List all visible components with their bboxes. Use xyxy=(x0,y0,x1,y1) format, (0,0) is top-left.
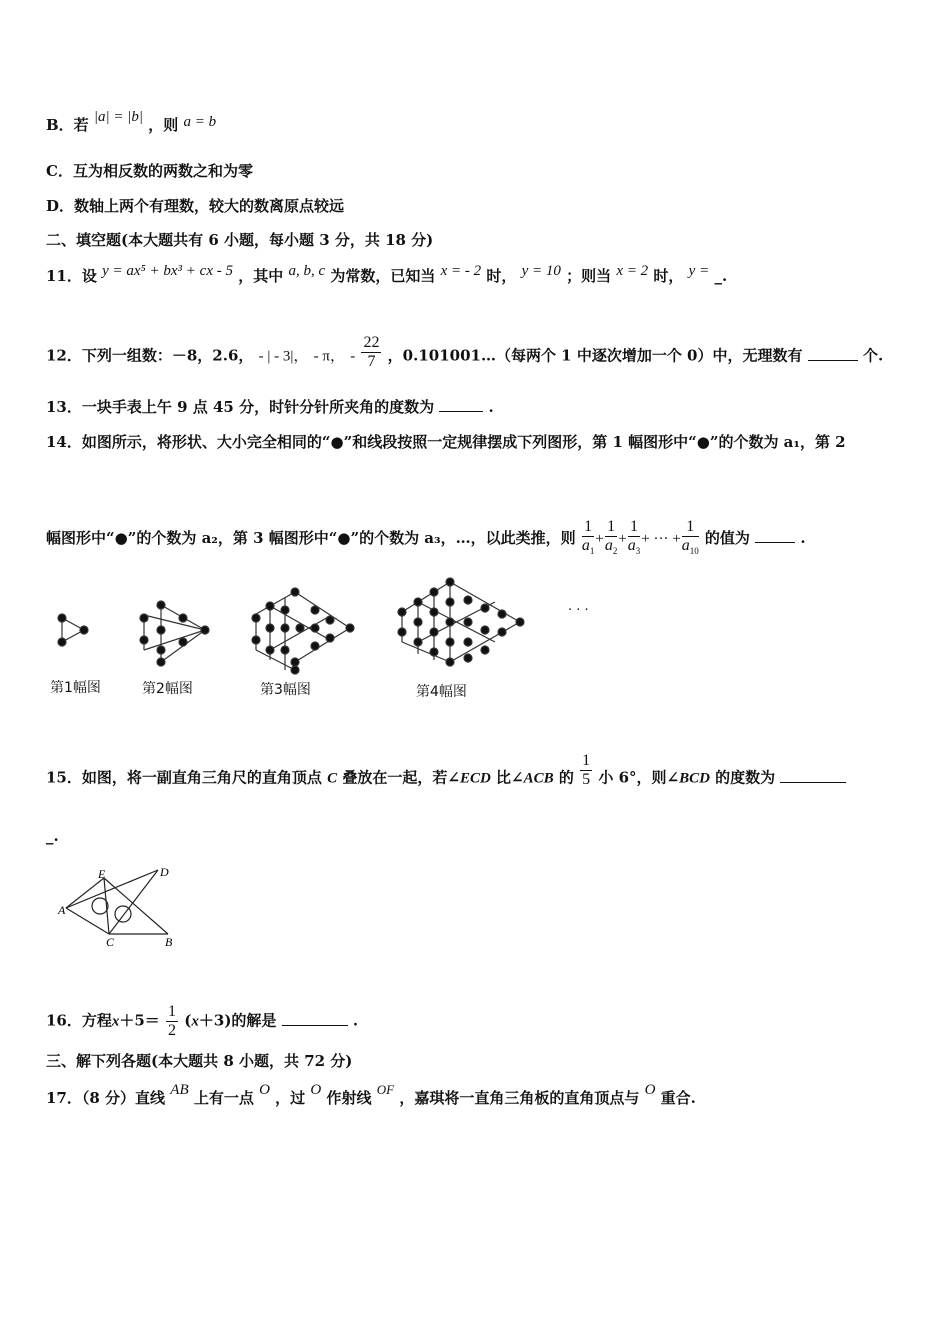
answer-blank[interactable] xyxy=(282,1011,348,1026)
fraction-1-a10: $\frac{1}{a_{10}}$ xyxy=(681,518,699,557)
question-17: 17．（8 分）直线 AB 上有一点 O ，过 O 作射线 OF ，嘉琪将一直角三角板的直角顶点与 O 重合. xyxy=(46,1082,696,1107)
figure-3 xyxy=(252,588,354,674)
dot-pattern-figures xyxy=(40,570,620,680)
section-heading-fill-blank: 二、填空题(本大题共有 6 小题，每小题 3 分，共 18 分) xyxy=(46,231,434,249)
ellipsis: · · · xyxy=(568,603,589,618)
question-13: 13．一块手表上午 9 点 45 分，时针分针所夹角的度数为 . xyxy=(46,398,494,416)
fraction-1-a1: $\frac{1}{a_1}$ xyxy=(581,518,595,557)
question-15-line2: _. xyxy=(46,827,59,845)
label-A: A xyxy=(58,903,66,917)
fraction-1-a3: $\frac{1}{a_3}$ xyxy=(627,518,641,557)
question-14-line1: 14．如图所示，将形状、大小完全相同的“●”和线段按照一定规律摆成下列图形，第 1 幅图形中“●”的个数为 a₁，第 2 xyxy=(46,433,846,451)
figure-2 xyxy=(140,601,209,666)
polynomial: y = ax⁵ + bx³ + cx - 5 xyxy=(102,263,233,279)
label-D: D xyxy=(160,865,169,879)
answer-blank[interactable] xyxy=(755,528,795,543)
triangle-ruler-figure xyxy=(56,862,186,952)
label-B: B xyxy=(165,935,173,949)
caption-figure-3: 第3幅图 xyxy=(260,682,311,698)
label-E: E xyxy=(98,867,106,881)
caption-figure-1: 第1幅图 xyxy=(50,680,101,696)
answer-blank[interactable] xyxy=(780,768,846,783)
abs-equation: |a| = |b| xyxy=(93,109,144,125)
figure-1 xyxy=(58,614,88,646)
fraction-22-7: $\frac{22}{7}$ xyxy=(363,334,380,370)
fraction-1-2: $\frac{1}{2}$ xyxy=(168,1003,177,1039)
answer-blank[interactable] xyxy=(808,346,858,361)
caption-figure-4: 第4幅图 xyxy=(416,684,467,700)
caption-figure-2: 第2幅图 xyxy=(142,681,193,697)
label-C: C xyxy=(106,935,115,949)
answer-blank[interactable] xyxy=(439,397,483,412)
figure-4 xyxy=(398,578,524,666)
option-c: C．互为相反数的两数之和为零 xyxy=(46,162,253,180)
option-d: D．数轴上两个有理数，较大的数离原点较远 xyxy=(46,197,345,215)
question-14-line2: 幅图形中“●”的个数为 a₂，第 3 幅图形中“●”的个数为 a₃，…，以此类推，则 $\frac{1}{a_1}$ + $\frac{1}{a_2}$ + $\frac{1}{a_3}$ + ··· + $\frac{1}{a_{10}}$ 的值为 . xyxy=(46,518,806,560)
fraction-1-a2: $\frac{1}{a_2}$ xyxy=(604,518,618,557)
fraction-1-5: $\frac{1}{5}$ xyxy=(582,752,591,788)
question-11: 11．设 y = ax⁵ + bx³ + cx - 5 ，其中 a, b, c 为常数，已知当 x = - 2 时， y = 10 ；则当 x = 2 时， y = _. xyxy=(46,263,728,285)
option-b: B．若 |a| = |b| ，则 a = b xyxy=(46,109,217,134)
question-12: 12．下列一组数：－8，2.6， - | - 3|， - π， - $\frac{22}{7}$ ，0.101001…（每两个 1 中逐次增加一个 0）中，无理数有 个. xyxy=(46,334,884,370)
question-15: 15．如图，将一副直角三角尺的直角顶点 C 叠放在一起，若∠ECD 比∠ACB 的 $\frac{1}{5}$ 小 6°，则∠BCD 的度数为 xyxy=(46,760,846,797)
equation: a = b xyxy=(183,114,217,130)
question-16: 16．方程x＋5＝ $\frac{1}{2}$ (x＋3)的解是 . xyxy=(46,1003,359,1039)
section-heading-solve: 三、解下列各题(本大题共 8 小题，共 72 分) xyxy=(46,1052,353,1070)
